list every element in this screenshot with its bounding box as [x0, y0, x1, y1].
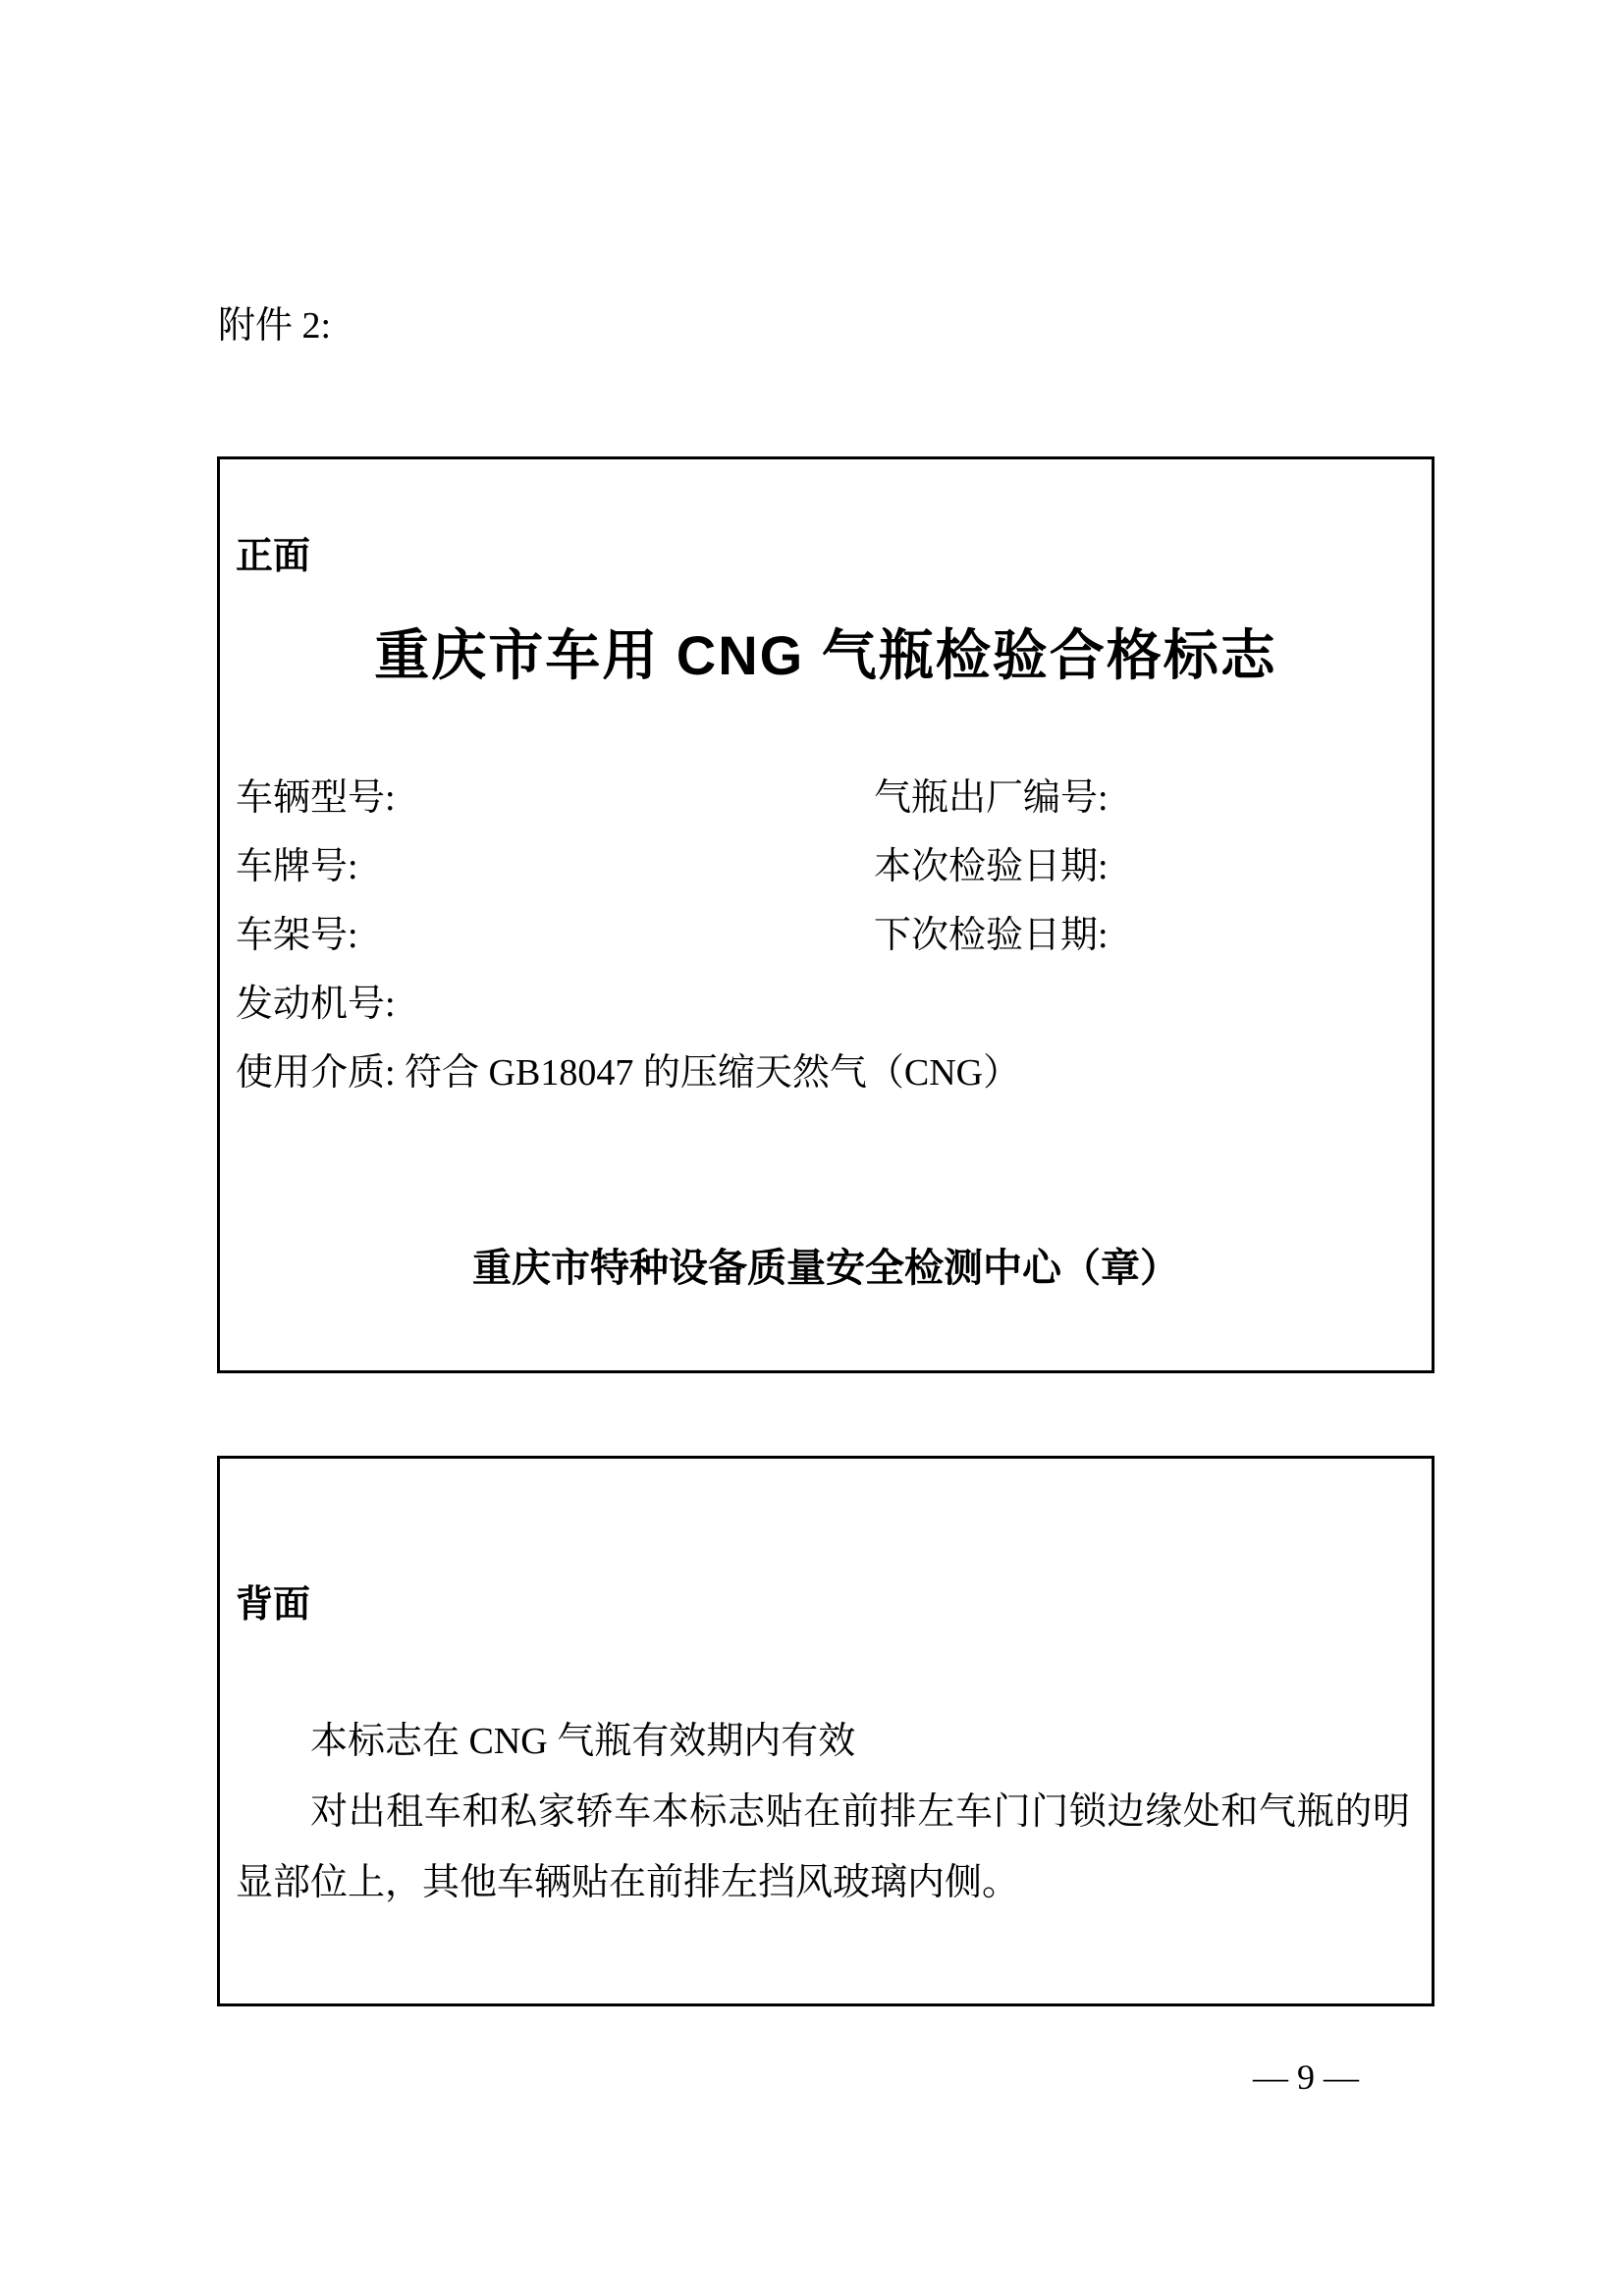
placement-instructions: 对出租车和私家轿车本标志贴在前排左车门门锁边缘处和气瓶的明显部位上，其他车辆贴在前排左挡风玻璃内侧。	[236, 1791, 1410, 1903]
issuer-seal-line: 重庆市特种设备质量安全检测中心（章）	[472, 1246, 1179, 1290]
next-inspection-date-label: 下次检验日期:	[874, 915, 1109, 956]
medium-label: 使用介质: 符合 GB18047 的压缩天然气（CNG）	[236, 1052, 1021, 1094]
engine-number-label: 发动机号:	[236, 984, 396, 1025]
certificate-title: 重庆市车用 CNG 气瓶检验合格标志	[374, 624, 1277, 686]
certificate-fields	[220, 764, 1432, 1107]
certificate-back-card	[217, 1456, 1435, 2006]
vehicle-model-label: 车辆型号:	[236, 777, 396, 819]
current-inspection-date-label: 本次检验日期:	[874, 846, 1109, 887]
field-row-vehicle-model	[220, 764, 1432, 832]
field-row-medium	[220, 1039, 1432, 1107]
certificate-front-card	[217, 456, 1435, 1373]
field-row-frame-number	[220, 901, 1432, 970]
field-row-plate-number	[220, 832, 1432, 901]
page-number: — 9 —	[1253, 2057, 1359, 2097]
validity-statement: 本标志在 CNG 气瓶有效期内有效	[310, 1721, 856, 1762]
plate-number-label: 车牌号:	[236, 846, 358, 887]
field-row-engine-number	[220, 970, 1432, 1039]
attachment-label: 附件 2:	[218, 305, 332, 347]
back-side-label: 背面	[236, 1584, 311, 1626]
cylinder-serial-label: 气瓶出厂编号:	[874, 777, 1109, 819]
frame-number-label: 车架号:	[236, 915, 358, 956]
back-instructions	[236, 1706, 1410, 1918]
front-side-label: 正面	[236, 536, 311, 577]
